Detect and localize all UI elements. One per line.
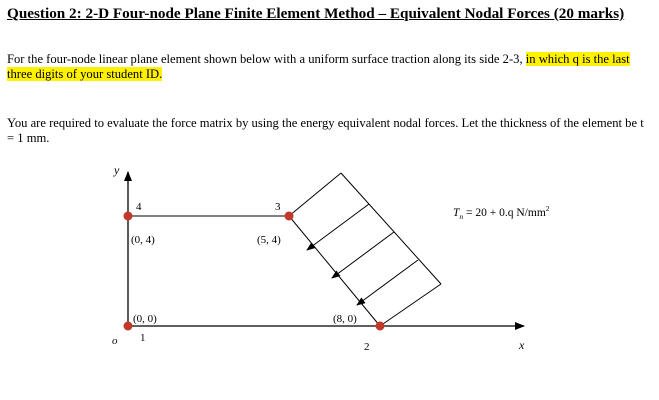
node-2-coords: (8, 0) xyxy=(333,313,357,325)
traction-arrow xyxy=(332,232,394,278)
node-2-label: 2 xyxy=(364,341,370,353)
node-4-coords: (0, 4) xyxy=(131,234,155,246)
y-axis-label: y xyxy=(114,163,120,177)
node-4-label: 4 xyxy=(136,201,142,213)
x-axis-label: x xyxy=(519,338,525,352)
traction-superscript: 2 xyxy=(545,204,550,213)
element-diagram xyxy=(0,160,659,400)
statement-text: For the four-node linear plane element shown below with a uniform surface traction along its side 2-3, xyxy=(7,52,526,66)
traction-subscript: n xyxy=(459,212,464,221)
traction-arrow xyxy=(357,260,418,305)
traction-arrow xyxy=(307,204,369,250)
node-1 xyxy=(124,322,133,331)
edge-3-2 xyxy=(289,216,380,326)
node-4 xyxy=(124,212,133,221)
traction-expression: = 20 + 0.q N/mm xyxy=(463,207,546,219)
node-2 xyxy=(376,322,385,331)
traction-label xyxy=(453,204,550,221)
highlighted-text: in which q is the last three digits of your student ID. xyxy=(7,52,630,81)
traction-boundary-outer xyxy=(341,173,441,284)
task-statement: You are required to evaluate the force matrix by using the energy equivalent nodal forces. Let the thickness of the element be t = 1 mm. xyxy=(7,116,644,145)
question-heading: Question 2: 2-D Four-node Plane Finite Element Method – Equivalent Nodal Forces (20 marks) xyxy=(7,5,625,22)
traction-boundary-top xyxy=(289,173,341,216)
origin-label: o xyxy=(112,335,118,347)
node-3-coords: (5, 4) xyxy=(257,234,281,246)
node-3 xyxy=(285,212,294,221)
traction-boundary-bottom xyxy=(380,284,441,326)
node-1-label: 1 xyxy=(140,332,146,344)
traction-symbol: T xyxy=(453,207,460,219)
node-1-coords: (0, 0) xyxy=(133,313,157,325)
node-3-label: 3 xyxy=(275,201,281,213)
problem-statement xyxy=(7,52,653,82)
